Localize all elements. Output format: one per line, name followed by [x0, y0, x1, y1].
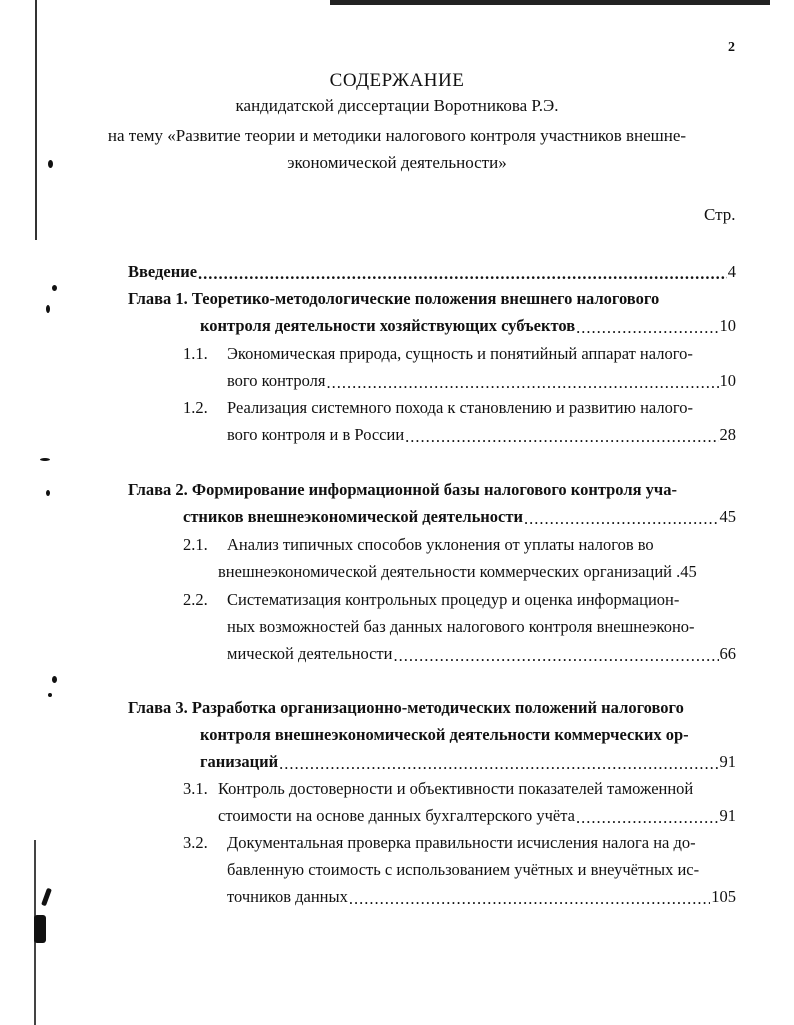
- toc-ch3-s2-line1: Документальная проверка правильности исчисления налога на до-: [227, 833, 696, 852]
- toc-entry-ch1-s1: [227, 371, 736, 391]
- toc-ch1-s2-number: 1.2.: [183, 398, 208, 417]
- toc-ch2-s2-page: 66: [719, 644, 736, 663]
- scan-speck: [52, 676, 57, 683]
- toc-entry-ch2: [183, 507, 736, 527]
- toc-ch1-s1-page: 10: [719, 371, 736, 390]
- toc-ch3-line3: ганизаций: [200, 752, 279, 771]
- toc-leader: [198, 266, 727, 283]
- toc-ch1-s2-line2: вого контроля и в России: [227, 425, 405, 444]
- toc-ch3-s1-line2: стоимости на основе данных бухгалтерского учёта: [218, 806, 575, 825]
- scan-speck: [41, 888, 52, 907]
- toc-entry-ch3: [200, 752, 736, 772]
- toc-ch1-s1-line1: Экономическая природа, сущность и понятийный аппарат налого-: [227, 344, 693, 363]
- toc-ch3-line2: контроля внешнеэкономической деятельности коммерческих ор-: [200, 725, 689, 744]
- toc-intro-page: 4: [727, 262, 736, 281]
- dissertation-subtitle: кандидатской диссертации Воротникова Р.Э.: [235, 96, 559, 115]
- toc-ch1-s1-line2: вого контроля: [227, 371, 326, 390]
- toc-ch3-s1-line1: Контроль достоверности и объективности показателей таможенной: [218, 779, 694, 798]
- toc-ch1-line1: Глава 1. Теоретико-методологические положения внешнего налогового: [128, 289, 660, 308]
- toc-leader: [326, 375, 718, 392]
- toc-leader: [279, 756, 718, 773]
- toc-leader: [524, 511, 719, 528]
- toc-leader: [349, 891, 710, 908]
- toc-entry-ch3-s1: [218, 806, 736, 826]
- toc-ch1-s2-page: 28: [719, 425, 736, 444]
- toc-entry-ch1-s2: [227, 425, 736, 445]
- toc-ch3-s2-line3: точников данных: [227, 887, 348, 906]
- toc-ch1-s2-line1: Реализация системного похода к становлению и развитию налого-: [227, 398, 693, 417]
- toc-ch3-s1-number: 3.1.: [183, 779, 208, 798]
- page-column-label: Стр.: [704, 205, 736, 224]
- scan-speck: [48, 693, 52, 697]
- toc-ch2-s2-line1: Систематизация контрольных процедур и оценка информацион-: [227, 590, 680, 609]
- toc-entry-intro: [128, 262, 736, 282]
- scan-speck: [46, 490, 50, 496]
- toc-ch3-s2-line2: бавленную стоимость с использованием учётных и внеучётных ис-: [227, 860, 700, 879]
- toc-ch3-s2-number: 3.2.: [183, 833, 208, 852]
- toc-entry-ch1: [200, 316, 736, 336]
- toc-ch2-line1: Глава 2. Формирование информационной базы налогового контроля уча-: [128, 480, 677, 499]
- scan-edge-left: [35, 0, 37, 240]
- toc-ch2-line2: стников внешнеэкономической деятельности: [183, 507, 523, 526]
- toc-intro-label: Введение: [128, 262, 198, 281]
- topic-line-1: на тему «Развитие теории и методики налогового контроля участников внешне-: [107, 126, 687, 145]
- toc-ch2-s1-line2: внешнеэкономической деятельности коммерческих организаций .45: [218, 562, 697, 581]
- toc-ch2-s2-line3: мической деятельности: [227, 644, 393, 663]
- toc-entry-ch2-s2: [227, 644, 736, 664]
- toc-ch1-s1-number: 1.1.: [183, 344, 208, 363]
- toc-ch2-s1-line1: Анализ типичных способов уклонения от уплаты налогов во: [227, 535, 654, 554]
- toc-ch2-s2-number: 2.2.: [183, 590, 208, 609]
- scan-speck: [46, 305, 50, 313]
- toc-ch2-s2-line2: ных возможностей баз данных налогового контроля внешнеэконо-: [227, 617, 695, 636]
- toc-leader: [393, 648, 718, 665]
- toc-ch2-s1-number: 2.1.: [183, 535, 208, 554]
- page-number: 2: [728, 40, 735, 55]
- toc-ch3-s1-page: 91: [719, 806, 736, 825]
- toc-ch3-line1: Глава 3. Разработка организационно-методических положений налогового: [128, 698, 684, 717]
- toc-leader: [576, 320, 718, 337]
- toc-entry-ch3-s2: [227, 887, 736, 907]
- scan-speck: [40, 458, 50, 461]
- scan-speck: [34, 915, 46, 943]
- toc-ch3-s2-page: 105: [711, 887, 736, 906]
- toc-ch3-page: 91: [719, 752, 736, 771]
- topic-line-2: экономической деятельности»: [287, 153, 507, 172]
- toc-ch1-line2: контроля деятельности хозяйствующих субъектов: [200, 316, 576, 335]
- toc-leader: [576, 810, 719, 827]
- scan-edge-top: [330, 0, 770, 5]
- toc-ch2-page: 45: [719, 507, 736, 526]
- toc-ch1-page: 10: [719, 316, 736, 335]
- toc-leader: [405, 429, 718, 446]
- page-title: СОДЕРЖАНИЕ: [329, 70, 465, 91]
- scan-speck: [52, 285, 57, 291]
